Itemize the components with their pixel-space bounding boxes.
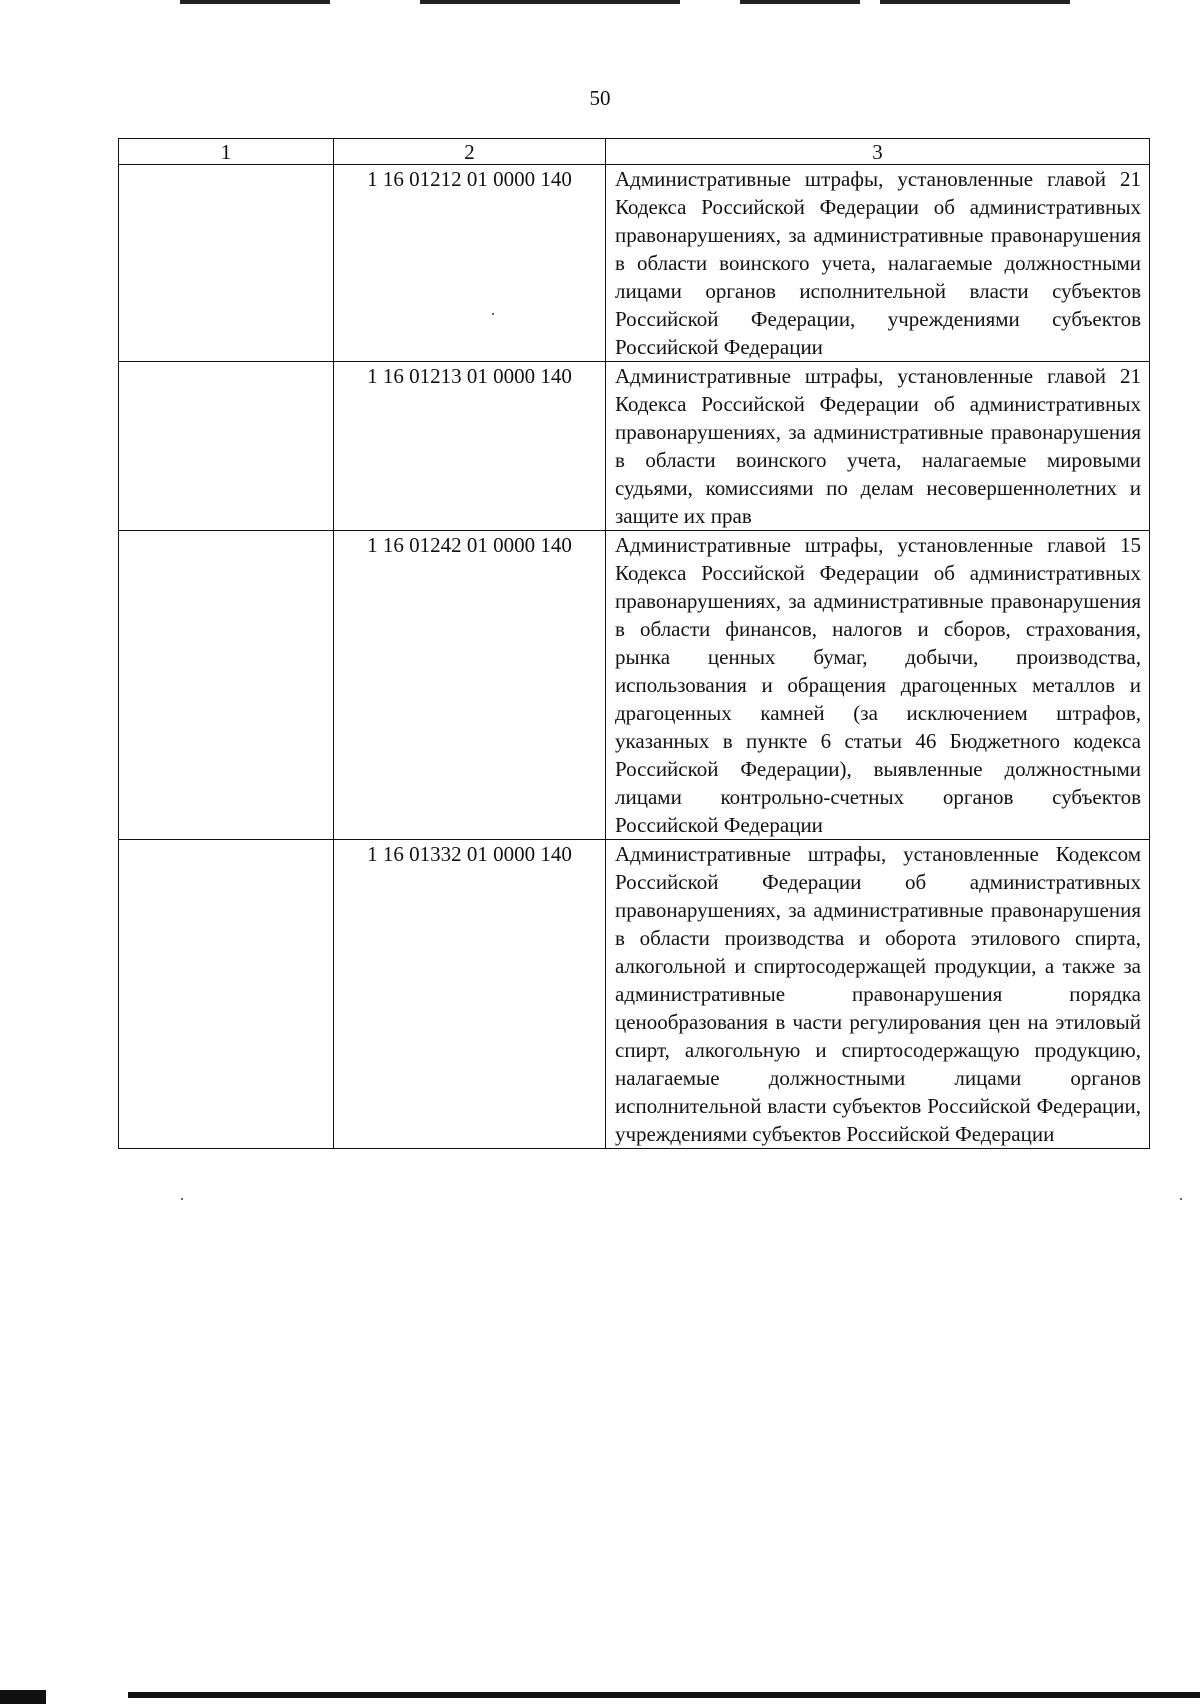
revenue-code-cell: 1 16 01332 01 0000 140 [334, 840, 606, 1149]
scan-artifact [880, 0, 1070, 4]
scan-speck [492, 313, 494, 315]
scan-top-edge [0, 0, 1200, 8]
revenue-code-cell: 1 16 01242 01 0000 140 [334, 531, 606, 840]
description-cell: Административные штрафы, установленные главой 15 Кодекса Российской Федерации об административных правонарушениях, за административные правонарушения в области финансов, налогов и сборов, страхования, рынка ценных бумаг, добычи, производства, использования и обращения драгоценных металлов и драгоценных камней (за исключением штрафов, указанных в пункте 6 статьи 46 Бюджетного кодекса Российской Федерации), выявленные должностными лицами контрольно-счетных органов субъектов Российской Федерации [606, 531, 1150, 840]
table-row [119, 165, 1150, 362]
scan-artifact [128, 1692, 1200, 1698]
row-col1-cell [119, 362, 334, 531]
scan-speck [1180, 1198, 1182, 1200]
row-col1-cell [119, 165, 334, 362]
description-cell: Административные штрафы, установленные главой 21 Кодекса Российской Федерации об административных правонарушениях, за административные правонарушения в области воинского учета, налагаемые должностными лицами органов исполнительной власти субъектов Российской Федерации, учреждениями субъектов Российской Федерации [606, 165, 1150, 362]
table-header-row [119, 139, 1150, 165]
column-header-2: 2 [334, 139, 606, 165]
row-col1-cell [119, 840, 334, 1149]
row-col1-cell [119, 531, 334, 840]
revenue-codes-table [118, 138, 1150, 1149]
scan-artifact [0, 1690, 46, 1704]
description-cell: Административные штрафы, установленные главой 21 Кодекса Российской Федерации об административных правонарушениях, за административные правонарушения в области воинского учета, налагаемые мировыми судьями, комиссиями по делам несовершеннолетних и защите их прав [606, 362, 1150, 531]
column-header-3: 3 [606, 139, 1150, 165]
page-number: 50 [589, 86, 611, 110]
scan-artifact [420, 0, 680, 4]
column-header-1: 1 [119, 139, 334, 165]
revenue-code-cell: 1 16 01212 01 0000 140 [334, 165, 606, 362]
scan-artifact [740, 0, 860, 4]
description-cell: Административные штрафы, установленные Кодексом Российской Федерации об административных правонарушениях, за административные правонарушения в области производства и оборота этилового спирта, алкогольной и спиртосодержащей продукции, а также за административные правонарушения порядка ценообразования в части регулирования цен на этиловый спирт, алкогольную и спиртосодержащую продукцию, налагаемые должностными лицами органов исполнительной власти субъектов Российской Федерации, учреждениями субъектов Российской Федерации [606, 840, 1150, 1149]
table-row [119, 362, 1150, 531]
revenue-code-cell: 1 16 01213 01 0000 140 [334, 362, 606, 531]
scan-artifact [180, 0, 330, 4]
scan-speck [181, 1198, 183, 1200]
scan-bottom-edge [0, 1686, 1200, 1704]
table-row [119, 531, 1150, 840]
table-row [119, 840, 1150, 1149]
